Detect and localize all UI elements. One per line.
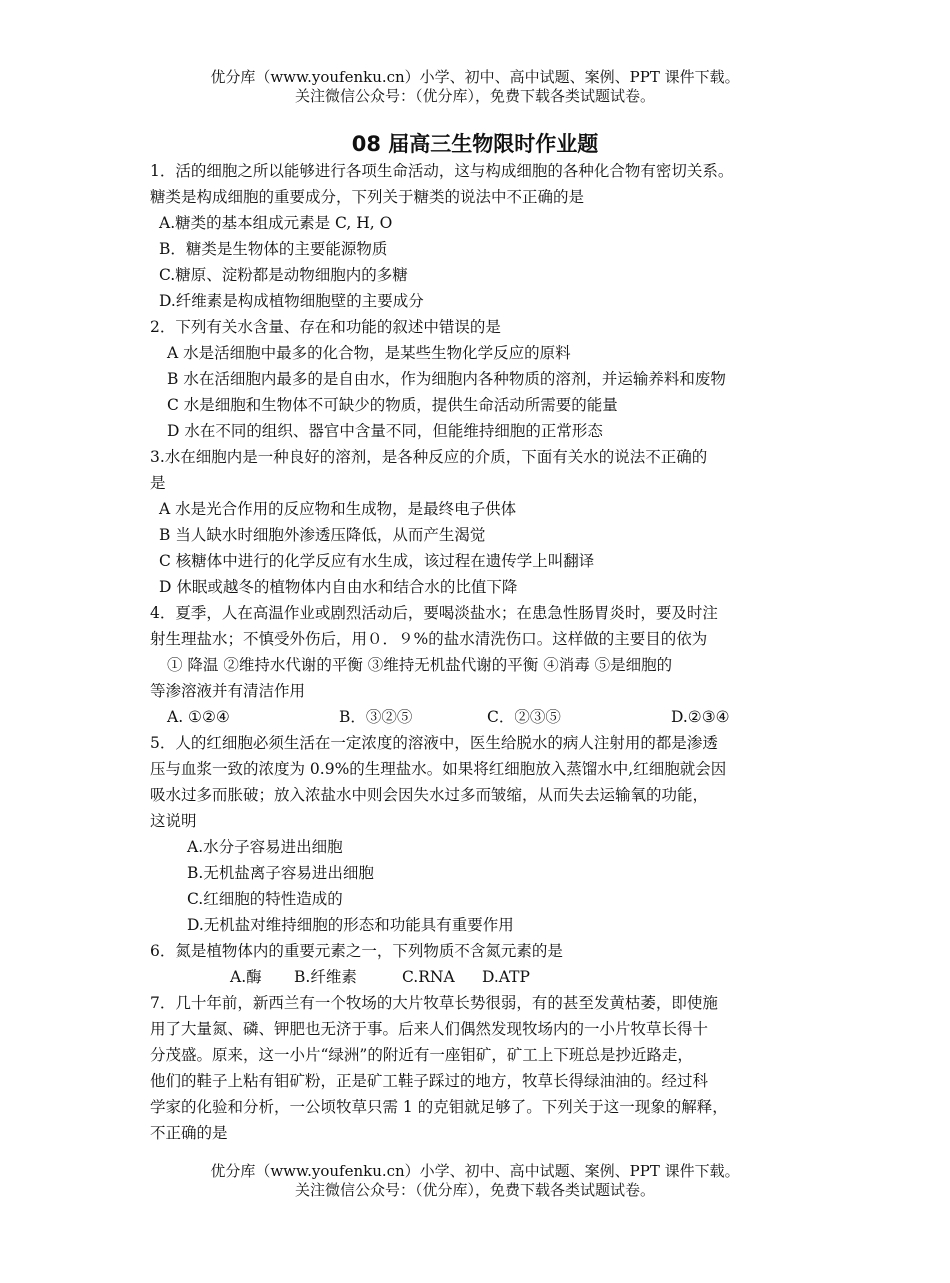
page-header: [0, 68, 950, 106]
header-line-2: 关注微信公众号：（优分库），免费下载各类试题试卷。: [294, 87, 655, 105]
question-5-stem-cont-1: 压与血浆一致的浓度为 0.9%的生理盐水。如果将红细胞放入蒸馏水中,红细胞就会因: [150, 760, 727, 778]
question-6-option-a: A.酶: [230, 968, 262, 986]
question-4-option-a: A. ①②④: [167, 708, 230, 726]
question-2-option-c: C 水是细胞和生物体不可缺少的物质，提供生命活动所需要的能量: [167, 396, 618, 414]
question-5-option-c: C.红细胞的特性造成的: [187, 890, 343, 908]
question-4-stem-cont: 射生理盐水；不慎受外伤后，用０．９%的盐水清洗伤口。这样做的主要目的依为: [150, 630, 708, 648]
question-7-stem-cont-5: 不正确的是: [150, 1124, 228, 1142]
question-5-stem-cont-3: 这说明: [150, 812, 197, 830]
question-4-option-b: B．③②⑤: [339, 708, 413, 726]
question-3-stem-cont: 是: [150, 474, 166, 492]
question-1-stem: 1．活的细胞之所以能够进行各项生命活动，这与构成细胞的各种化合物有密切关系。: [150, 162, 734, 180]
question-1-option-c: C.糖原、淀粉都是动物细胞内的多糖: [159, 266, 408, 284]
question-1-option-d: D.纤维素是构成植物细胞壁的主要成分: [159, 292, 424, 310]
question-5-option-a: A.水分子容易进出细胞: [187, 838, 343, 856]
question-4-stem: 4．夏季，人在高温作业或剧烈活动后，要喝淡盐水；在患急性肠胃炎时，要及时注: [150, 604, 718, 622]
question-3-option-b: B 当人缺水时细胞外渗透压降低，从而产生渴觉: [159, 526, 486, 544]
question-6-stem: 6．氮是植物体内的重要元素之一，下列物质不含氮元素的是: [150, 942, 563, 960]
question-2-option-a: A 水是活细胞中最多的化合物，是某些生物化学反应的原料: [167, 344, 571, 362]
document-body: [150, 158, 815, 1146]
question-6-option-d: D.ATP: [482, 968, 530, 986]
question-3-option-c: C 核糖体中进行的化学反应有水生成，该过程在遗传学上叫翻译: [159, 552, 595, 570]
page-footer: [0, 1162, 950, 1200]
question-7-stem-cont-3: 他们的鞋子上粘有钼矿粉，正是矿工鞋子踩过的地方，牧草长得绿油油的。经过科: [150, 1072, 709, 1090]
question-1-option-b: B．糖类是生物体的主要能源物质: [159, 240, 388, 258]
question-5-stem: 5．人的红细胞必须生活在一定浓度的溶液中，医生给脱水的病人注射用的都是渗透: [150, 734, 718, 752]
question-5-stem-cont-2: 吸水过多而胀破；放入浓盐水中则会因失水过多而皱缩，从而失去运输氧的功能，: [150, 786, 709, 804]
question-4-choices: ① 降温 ②维持水代谢的平衡 ③维持无机盐代谢的平衡 ④消毒 ⑤是细胞的: [167, 656, 673, 674]
question-7-stem-cont-4: 学家的化验和分析，一公顷牧草只需 1 的克钼就足够了。下列关于这一现象的解释，: [150, 1098, 728, 1116]
question-6-option-c: C.RNA: [402, 968, 455, 986]
question-4-option-d: D.②③④: [671, 708, 730, 726]
question-1-stem-cont: 糖类是构成细胞的重要成分，下列关于糖类的说法中不正确的是: [150, 188, 585, 206]
question-7-stem-cont-1: 用了大量氮、磷、钾肥也无济于事。后来人们偶然发现牧场内的一小片牧草长得十: [150, 1020, 709, 1038]
question-4-options: [150, 704, 815, 730]
page-title: 08 届高三生物限时作业题: [351, 132, 599, 156]
question-4-option-c: C．②③⑤: [487, 708, 561, 726]
question-2-option-b: B 水在活细胞内最多的是自由水，作为细胞内各种物质的溶剂，并运输养料和废物: [167, 370, 726, 388]
question-7-stem-cont-2: 分茂盛。原来，这一小片“绿洲”的附近有一座钼矿，矿工上下班总是抄近路走，: [150, 1046, 693, 1064]
question-6-options: [150, 964, 815, 990]
header-line-1: 优分库（www.youfenku.cn）小学、初中、高中试题、案例、PPT 课件下载。: [210, 68, 740, 86]
question-2-option-d: D 水在不同的组织、器官中含量不同，但能维持细胞的正常形态: [167, 422, 603, 440]
question-5-option-b: B.无机盐离子容易进出细胞: [187, 864, 374, 882]
question-3-stem: 3.水在细胞内是一种良好的溶剂，是各种反应的介质，下面有关水的说法不正确的: [150, 448, 708, 466]
question-3-option-d: D 休眠或越冬的植物体内自由水和结合水的比值下降: [159, 578, 518, 596]
question-3-option-a: A 水是光合作用的反应物和生成物，是最终电子供体: [159, 500, 517, 518]
footer-line-2: 关注微信公众号：（优分库），免费下载各类试题试卷。: [294, 1181, 655, 1199]
question-4-choices-cont: 等渗溶液并有清洁作用: [150, 682, 306, 700]
question-1-option-a: A.糖类的基本组成元素是 C, H, O: [159, 214, 393, 232]
question-7-stem: 7．几十年前，新西兰有一个牧场的大片牧草长势很弱，有的甚至发黄枯萎，即使施: [150, 994, 718, 1012]
question-2-stem: 2．下列有关水含量、存在和功能的叙述中错误的是: [150, 318, 501, 336]
question-6-option-b: B.纤维素: [294, 968, 357, 986]
question-5-option-d: D.无机盐对维持细胞的形态和功能具有重要作用: [187, 916, 514, 934]
footer-line-1: 优分库（www.youfenku.cn）小学、初中、高中试题、案例、PPT 课件下载。: [210, 1162, 740, 1180]
